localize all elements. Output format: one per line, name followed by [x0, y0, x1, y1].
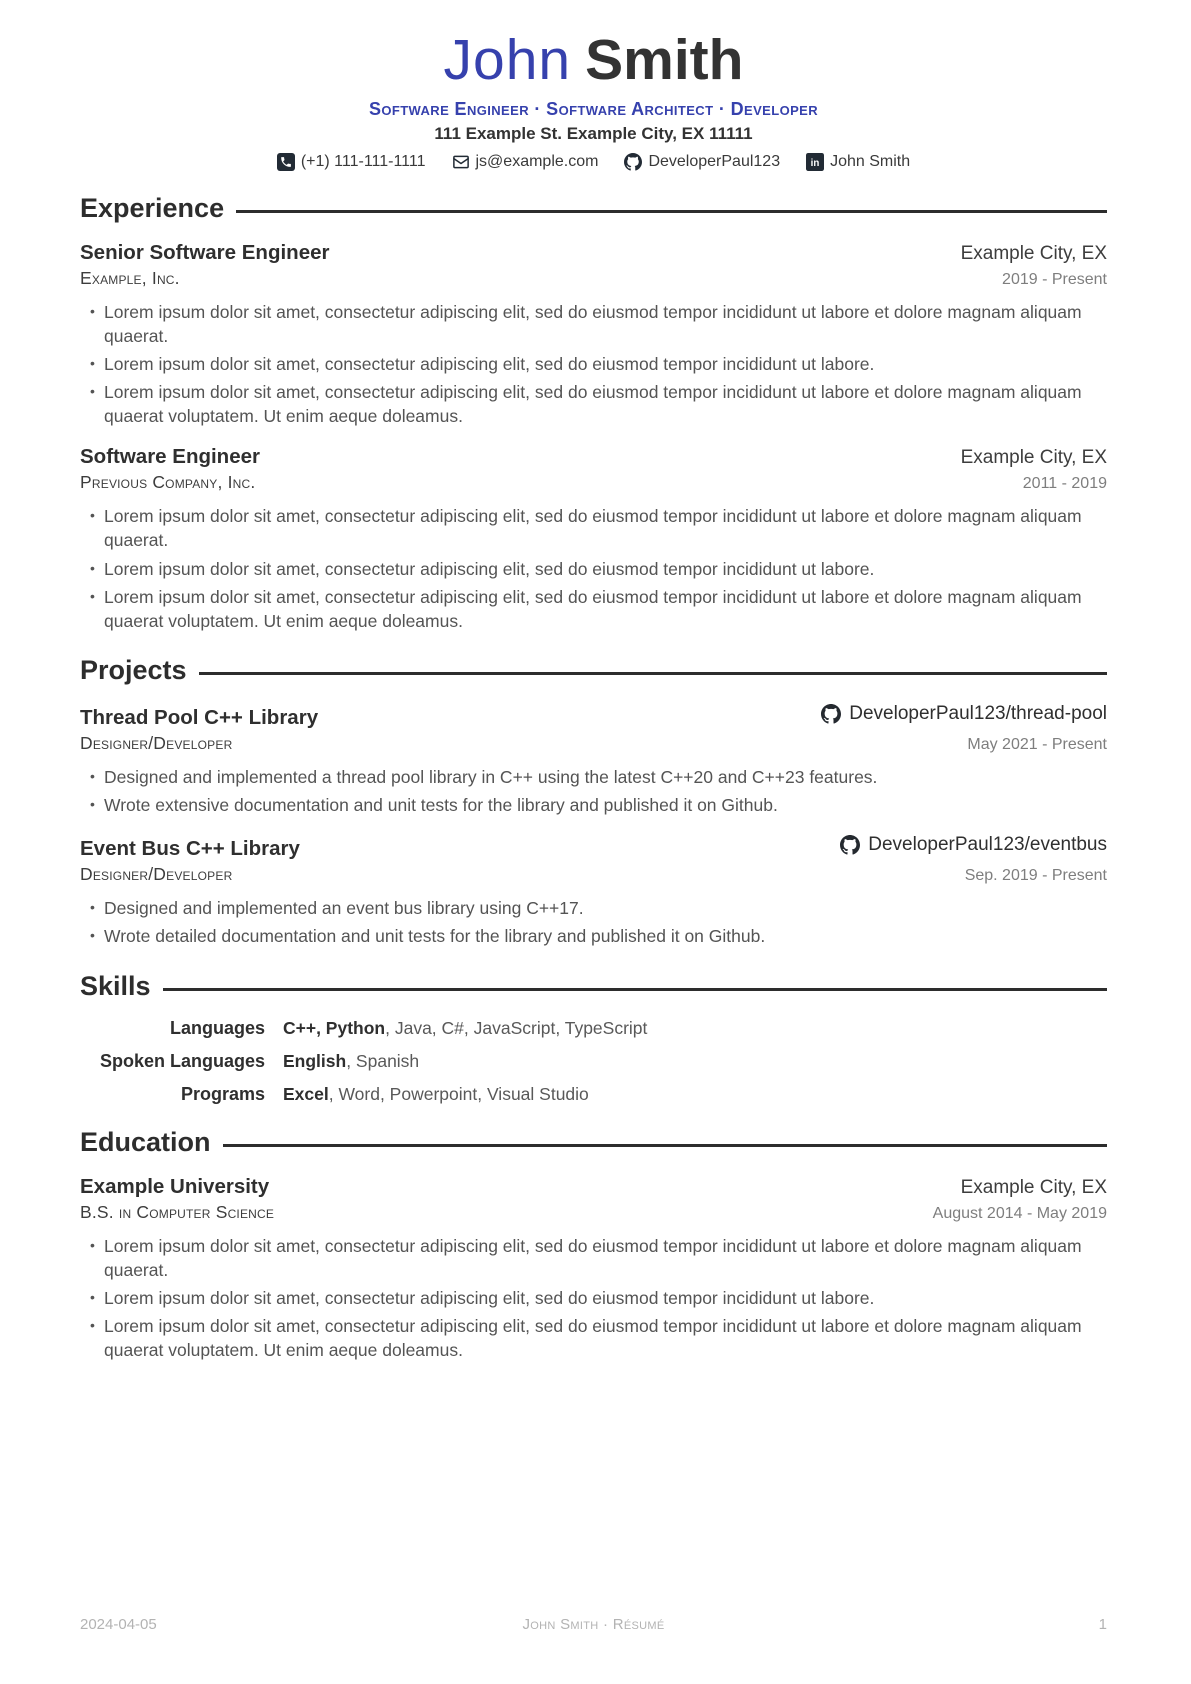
experience-entry: [80, 445, 1107, 633]
contact-phone[interactable]: [277, 153, 426, 171]
section-rule: [223, 1144, 1107, 1147]
contact-row: [80, 153, 1107, 171]
bullet-item: • Wrote extensive documentation and unit tests for the library and published it on Github.: [104, 793, 1107, 817]
skills-table: [80, 1018, 1107, 1105]
job-location: Example City, EX: [960, 242, 1107, 264]
linkedin-icon: [806, 153, 824, 171]
skill-value: [283, 1084, 1107, 1105]
skill-rest: , Spanish: [346, 1050, 420, 1071]
project-entry: [80, 834, 1107, 948]
section-head-education: [80, 1127, 1107, 1158]
job-company: Previous Company, Inc.: [80, 472, 256, 493]
project-repo-link[interactable]: [821, 703, 1107, 725]
job-dates: 2011 - 2019: [1022, 475, 1107, 493]
section-title-education: Education: [80, 1126, 211, 1157]
skill-label: Programs: [180, 1083, 265, 1104]
footer-date: 2024-04-05: [80, 1616, 157, 1633]
job-bullets: [80, 300, 1107, 429]
section-skills: [80, 971, 1107, 1105]
github-text: DeveloperPaul123: [648, 152, 781, 170]
repo-text: DeveloperPaul123/eventbus: [868, 834, 1107, 856]
bullet-item: • Wrote detailed documentation and unit tests for the library and published it on Github.: [104, 924, 1107, 948]
bullet-item: • Lorem ipsum dolor sit amet, consectetur adipiscing elit, sed do eiusmod tempor incididunt ut labore.: [104, 1286, 1107, 1310]
skill-rest: , Word, Powerpoint, Visual Studio: [328, 1083, 589, 1104]
footer-title: John Smith · Résumé: [522, 1616, 665, 1633]
section-rule: [163, 988, 1107, 991]
phone-text: (+1) 111-111-1111: [300, 152, 426, 170]
section-projects: [80, 655, 1107, 949]
project-title: Thread Pool C++ Library: [80, 705, 319, 729]
bullet-item: • Lorem ipsum dolor sit amet, consectetur adipiscing elit, sed do eiusmod tempor incididunt ut labore et dolore magnam aliquam quaerat voluptatem. Ut enim aeque doleamus.: [104, 380, 1107, 428]
skill-strong: English: [283, 1050, 347, 1071]
job-location: Example City, EX: [960, 447, 1107, 469]
project-repo-link[interactable]: [840, 834, 1107, 856]
school-dates: August 2014 - May 2019: [932, 1204, 1107, 1222]
address-line: 111 Example St. Example City, EX 11111: [434, 123, 753, 143]
education-entry: [80, 1175, 1107, 1363]
bullet-item: • Lorem ipsum dolor sit amet, consectetur adipiscing elit, sed do eiusmod tempor incididunt ut labore.: [104, 557, 1107, 581]
education-bullets: [80, 1234, 1107, 1363]
github-icon: [624, 153, 642, 171]
first-name: John: [443, 28, 572, 92]
section-title-experience: Experience: [80, 192, 225, 223]
skill-strong: C++, Python: [283, 1017, 386, 1038]
section-head-skills: [80, 971, 1107, 1002]
project-bullets: [80, 765, 1107, 817]
skill-label: Spoken Languages: [99, 1050, 265, 1071]
job-title: Senior Software Engineer: [80, 240, 330, 264]
bullet-item: • Lorem ipsum dolor sit amet, consectetur adipiscing elit, sed do eiusmod tempor incididunt ut labore.: [104, 352, 1107, 376]
job-dates: 2019 - Present: [1002, 270, 1107, 288]
bullet-item: • Lorem ipsum dolor sit amet, consectetur adipiscing elit, sed do eiusmod tempor incididunt ut labore et dolore magnam aliquam quaerat voluptatem. Ut enim aeque doleamus.: [104, 1314, 1107, 1362]
bullet-item: • Lorem ipsum dolor sit amet, consectetur adipiscing elit, sed do eiusmod tempor incididunt ut labore et dolore magnam aliquam quaerat.: [104, 300, 1107, 348]
last-name: Smith: [585, 28, 744, 92]
experience-entry: [80, 241, 1107, 429]
skill-value: [283, 1051, 1107, 1072]
bullet-item: • Lorem ipsum dolor sit amet, consectetur adipiscing elit, sed do eiusmod tempor incididunt ut labore et dolore magnam aliquam quaerat.: [104, 504, 1107, 552]
project-entry: [80, 703, 1107, 817]
section-experience: [80, 193, 1107, 633]
degree: B.S. in Computer Science: [80, 1201, 275, 1222]
project-title: Event Bus C++ Library: [80, 837, 300, 861]
section-rule: [236, 210, 1107, 213]
bullet-item: • Designed and implemented a thread pool library in C++ using the latest C++20 and C++23 features.: [104, 765, 1107, 789]
contact-github[interactable]: [624, 153, 780, 171]
person-name: [80, 30, 1107, 92]
bullet-item: • Lorem ipsum dolor sit amet, consectetur adipiscing elit, sed do eiusmod tempor incididunt ut labore et dolore magnam aliquam quaerat voluptatem. Ut enim aeque doleamus.: [104, 585, 1107, 633]
email-text: js@example.com: [475, 152, 599, 170]
bullet-item: • Designed and implemented an event bus library using C++17.: [104, 896, 1107, 920]
project-role: Designer/Developer: [80, 732, 233, 753]
job-bullets: [80, 504, 1107, 633]
school-name: Example University: [80, 1174, 270, 1198]
github-icon: [840, 835, 860, 855]
skill-strong: Excel: [283, 1083, 329, 1104]
section-title-skills: Skills: [80, 970, 151, 1001]
contact-email[interactable]: [452, 153, 599, 171]
footer-page-number: 1: [1098, 1616, 1107, 1633]
project-dates: May 2021 - Present: [967, 735, 1107, 753]
project-dates: Sep. 2019 - Present: [964, 867, 1107, 885]
envelope-icon: [452, 153, 470, 171]
github-icon: [821, 704, 841, 724]
project-bullets: [80, 896, 1107, 948]
section-head-projects: [80, 655, 1107, 686]
repo-text: DeveloperPaul123/thread-pool: [849, 702, 1107, 724]
section-rule: [199, 672, 1107, 675]
bullet-item: • Lorem ipsum dolor sit amet, consectetur adipiscing elit, sed do eiusmod tempor incididunt ut labore et dolore magnam aliquam quaerat.: [104, 1234, 1107, 1282]
skill-value: [283, 1018, 1107, 1039]
svg-text:in: in: [810, 157, 820, 169]
linkedin-text: John Smith: [830, 152, 911, 170]
skill-rest: , Java, C#, JavaScript, TypeScript: [385, 1017, 648, 1038]
phone-icon: [277, 153, 295, 171]
job-title: Software Engineer: [80, 445, 260, 469]
skill-label: Languages: [169, 1017, 265, 1038]
contact-linkedin[interactable]: [806, 153, 910, 171]
section-title-projects: Projects: [80, 654, 187, 685]
page-footer: [80, 1616, 1107, 1633]
tagline: Software Engineer · Software Architect · Developer: [368, 98, 819, 119]
project-role: Designer/Developer: [80, 864, 233, 885]
school-location: Example City, EX: [960, 1176, 1107, 1198]
job-company: Example, Inc.: [80, 267, 180, 288]
section-head-experience: [80, 193, 1107, 224]
section-education: [80, 1127, 1107, 1363]
